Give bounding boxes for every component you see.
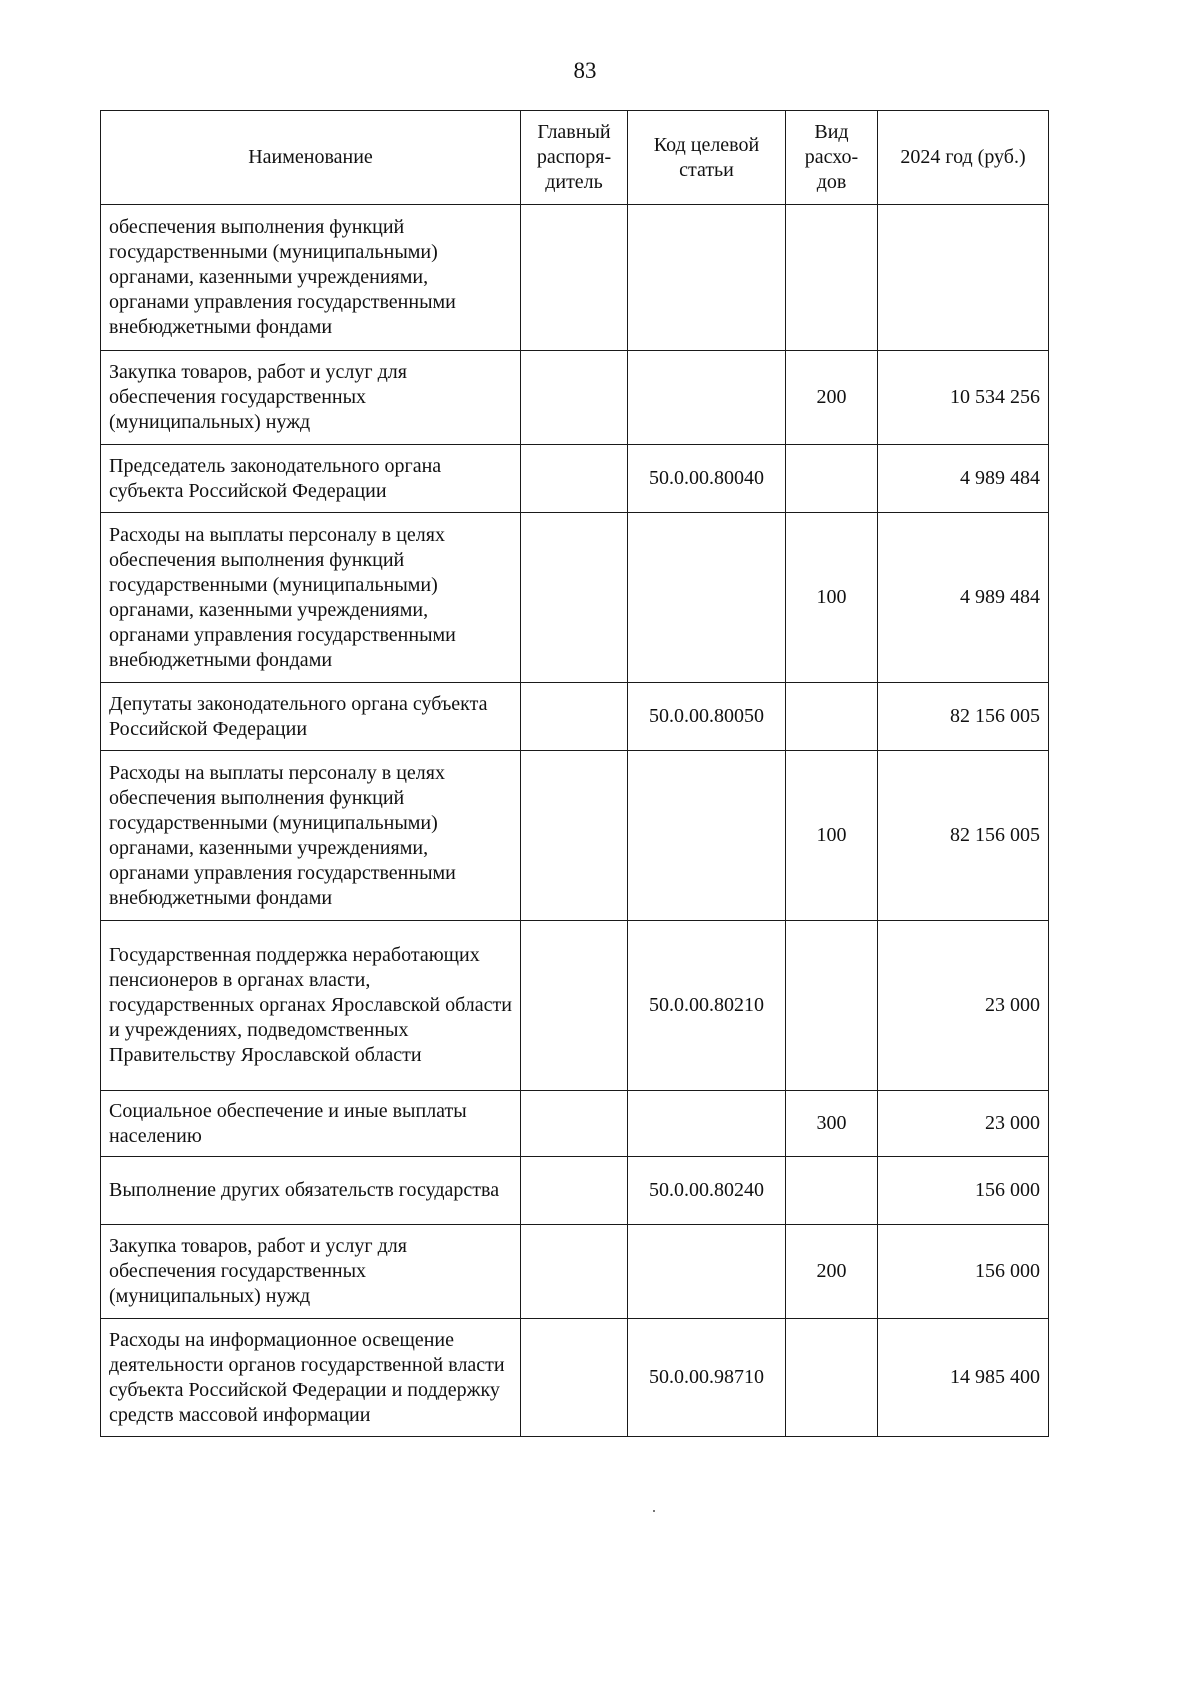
row-name: Закупка товаров, работ и услуг для обеспечения государственных (муниципальных) нужд	[101, 351, 521, 445]
row-expense-type: 100	[786, 513, 878, 683]
row-code	[628, 751, 786, 921]
row-admin	[521, 351, 628, 445]
row-admin	[521, 513, 628, 683]
row-amount: 82 156 005	[878, 751, 1049, 921]
row-expense-type	[786, 205, 878, 351]
budget-table	[100, 110, 1049, 1437]
row-expense-type: 200	[786, 1225, 878, 1319]
row-amount: 156 000	[878, 1157, 1049, 1225]
row-expense-type	[786, 921, 878, 1091]
table-row	[101, 1319, 1049, 1437]
header-admin: Главный распоря-дитель	[521, 111, 628, 205]
table-row	[101, 1157, 1049, 1225]
table-header-row	[101, 111, 1049, 205]
header-amount-2024: 2024 год (руб.)	[878, 111, 1049, 205]
row-name: обеспечения выполнения функций государственными (муниципальными) органами, казенными учреждениями, органами управления государственными внебюджетными фондами	[101, 205, 521, 351]
table-row	[101, 1091, 1049, 1157]
table-row	[101, 1225, 1049, 1319]
header-expense-type: Вид расхо-дов	[786, 111, 878, 205]
row-amount: 82 156 005	[878, 683, 1049, 751]
row-admin	[521, 751, 628, 921]
row-code	[628, 1225, 786, 1319]
row-admin	[521, 1319, 628, 1437]
table-row	[101, 205, 1049, 351]
row-admin	[521, 1225, 628, 1319]
row-expense-type: 300	[786, 1091, 878, 1157]
table-row	[101, 513, 1049, 683]
row-code: 50.0.00.80050	[628, 683, 786, 751]
row-admin	[521, 445, 628, 513]
table-row	[101, 351, 1049, 445]
row-code: 50.0.00.80240	[628, 1157, 786, 1225]
row-admin	[521, 1091, 628, 1157]
header-name: Наименование	[101, 111, 521, 205]
header-code: Код целевой статьи	[628, 111, 786, 205]
row-amount: 156 000	[878, 1225, 1049, 1319]
table-row	[101, 751, 1049, 921]
row-amount: 10 534 256	[878, 351, 1049, 445]
row-expense-type	[786, 1319, 878, 1437]
row-expense-type: 100	[786, 751, 878, 921]
row-name: Председатель законодательного органа субъекта Российской Федерации	[101, 445, 521, 513]
row-code	[628, 1091, 786, 1157]
row-code: 50.0.00.80210	[628, 921, 786, 1091]
row-code: 50.0.00.80040	[628, 445, 786, 513]
row-name: Государственная поддержка неработающих пенсионеров в органах власти, государственных органах Ярославской области и учреждениях, подведомственных Правительству Ярославской области	[101, 921, 521, 1091]
row-expense-type	[786, 445, 878, 513]
row-expense-type	[786, 683, 878, 751]
row-amount: 14 985 400	[878, 1319, 1049, 1437]
row-name: Расходы на выплаты персоналу в целях обеспечения выполнения функций государственными (муниципальными) органами, казенными учреждениями, органами управления государственными внебюджетными фондами	[101, 751, 521, 921]
page-number: 83	[573, 58, 597, 83]
row-amount	[878, 205, 1049, 351]
row-amount: 4 989 484	[878, 513, 1049, 683]
row-amount: 23 000	[878, 1091, 1049, 1157]
row-name: Расходы на информационное освещение деятельности органов государственной власти субъекта Российской Федерации и поддержку средств массовой информации	[101, 1319, 521, 1437]
table-row	[101, 683, 1049, 751]
row-code: 50.0.00.98710	[628, 1319, 786, 1437]
table-row	[101, 445, 1049, 513]
row-name: Закупка товаров, работ и услуг для обеспечения государственных (муниципальных) нужд	[101, 1225, 521, 1319]
row-name: Депутаты законодательного органа субъекта Российской Федерации	[101, 683, 521, 751]
row-amount: 4 989 484	[878, 445, 1049, 513]
row-amount: 23 000	[878, 921, 1049, 1091]
row-admin	[521, 683, 628, 751]
row-admin	[521, 921, 628, 1091]
scan-dot	[653, 1510, 655, 1512]
row-expense-type: 200	[786, 351, 878, 445]
row-name: Расходы на выплаты персоналу в целях обеспечения выполнения функций государственными (муниципальными) органами, казенными учреждениями, органами управления государственными внебюджетными фондами	[101, 513, 521, 683]
table-row	[101, 921, 1049, 1091]
row-name: Социальное обеспечение и иные выплаты населению	[101, 1091, 521, 1157]
row-admin	[521, 205, 628, 351]
row-code	[628, 205, 786, 351]
row-admin	[521, 1157, 628, 1225]
row-name: Выполнение других обязательств государства	[101, 1157, 521, 1225]
row-code	[628, 513, 786, 683]
row-expense-type	[786, 1157, 878, 1225]
row-code	[628, 351, 786, 445]
